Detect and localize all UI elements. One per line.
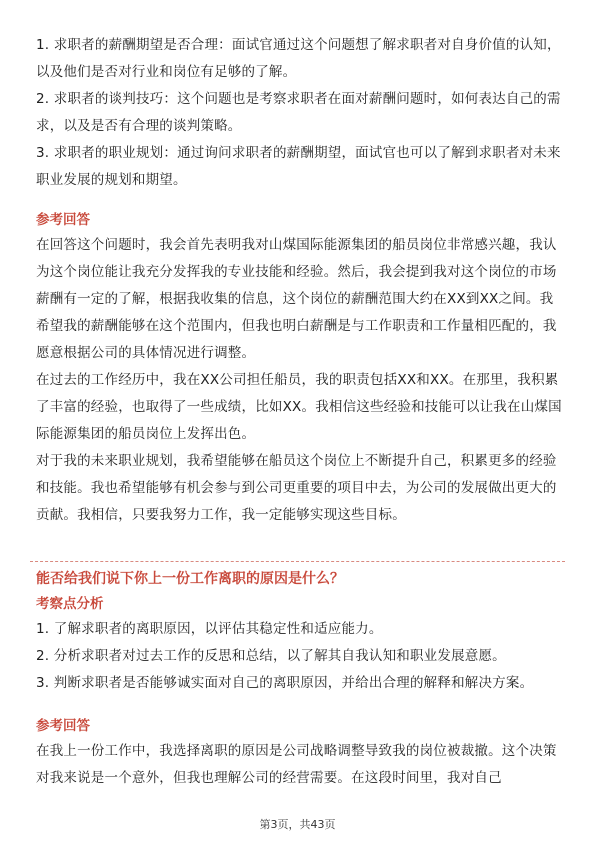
analysis-item: 2. 求职者的谈判技巧：这个问题也是考察求职者在面对薪酬问题时，如何表达自己的需求，以及是否有合理的谈判策略。 <box>36 91 561 134</box>
analysis-heading: 考察点分析 <box>36 596 104 612</box>
answer-block-2 <box>36 714 562 792</box>
page-number: 第3页，共43页 <box>259 818 336 831</box>
analysis-item: 1. 求职者的薪酬期望是否合理：面试官通过这个问题想了解求职者对自身价值的认知，以及他们是否对行业和岗位有足够的了解。 <box>36 37 561 80</box>
analysis-item: 3. 求职者的职业规划：通过询问求职者的薪酬期望，面试官也可以了解到求职者对未来职业发展的规划和期望。 <box>36 145 561 188</box>
answer-paragraph: 在回答这个问题时，我会首先表明我对山煤国际能源集团的船员岗位非常感兴趣，我认为这个岗位能让我充分发挥我的专业技能和经验。然后，我会提到我对这个岗位的市场薪酬有一定的了解，根据我收集的信息，这个岗位的薪酬范围大约在XX到XX之间。我希望我的薪酬能够在这个范围内，但我也明白薪酬是与工作职责和工作量相匹配的，我愿意根据公司的具体情况进行调整。 <box>36 237 557 361</box>
analysis-item: 3. 判断求职者是否能够诚实面对自己的离职原因，并给出合理的解释和解决方案。 <box>36 675 534 691</box>
section-divider <box>30 561 565 562</box>
answer-block-1 <box>36 208 562 529</box>
analysis-item: 1. 了解求职者的离职原因，以评估其稳定性和适应能力。 <box>36 621 383 637</box>
answer-paragraph: 在我上一份工作中，我选择离职的原因是公司战略调整导致我的岗位被裁撤。这个决策对我来说是一个意外，但我也理解公司的经营需要。在这段时间里，我对自己 <box>36 743 557 786</box>
answer-heading: 参考回答 <box>36 212 90 228</box>
answer-paragraph: 在过去的工作经历中，我在XX公司担任船员，我的职责包括XX和XX。在那里，我积累了丰富的经验，也取得了一些成绩，比如XX。我相信这些经验和技能可以让我在山煤国际能源集团的船员岗位上发挥出色。 <box>36 372 562 442</box>
analysis-list-1 <box>36 32 562 194</box>
answer-paragraph: 对于我的未来职业规划，我希望能够在船员这个岗位上不断提升自己，积累更多的经验和技能。我也希望能够有机会参与到公司更重要的项目中去，为公司的发展做出更大的贡献。我相信，只要我努力工作，我一定能够实现这些目标。 <box>36 453 557 523</box>
question-block-2 <box>36 566 562 697</box>
analysis-item: 2. 分析求职者对过去工作的反思和总结，以了解其自我认知和职业发展意愿。 <box>36 648 506 664</box>
question-title: 能否给我们说下你上一份工作离职的原因是什么？ <box>36 571 344 587</box>
answer-heading: 参考回答 <box>36 718 90 734</box>
